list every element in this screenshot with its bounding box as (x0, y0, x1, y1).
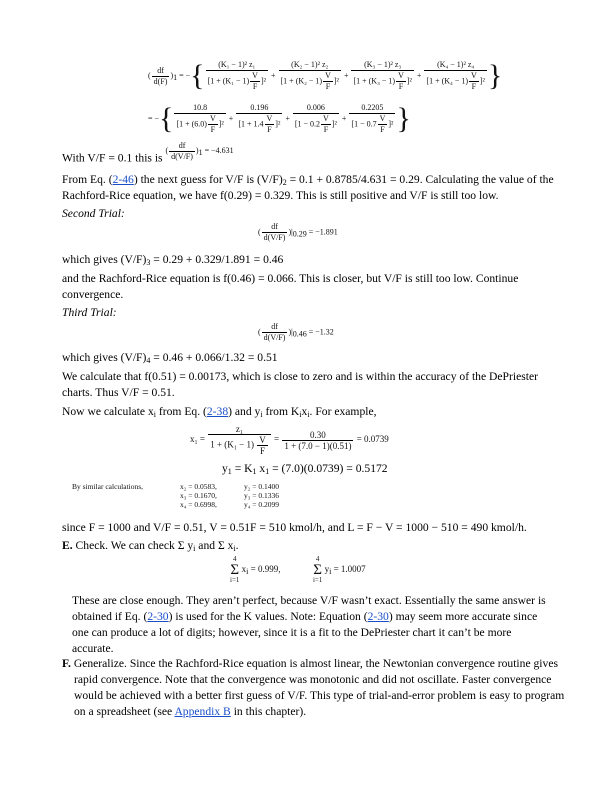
eq-link-2-46[interactable]: 2-46 (112, 173, 134, 186)
section-generalize: F. Generalize. Since the Rachford-Rice equation is almost linear, the Newtonian convergence routine gives rapid convergence. Note that the convergence was monotonic and did not oscillate. Faster convergence would be achieved with a better first guess of V/F. This type of trial-and-error problem is easy to program on a spreadsheet (see Appendix B in this chapter). (62, 657, 565, 718)
equation-lhs: ( $\frac{df}{d(F)}$ )$_1$ = − (148, 65, 191, 86)
equation-second-trial: ( $\frac{df}{d(V/F)}$ )$|_{0.29} = -1.891$ (258, 222, 338, 242)
equation-y1: $y_1 = K_1$ $x_1 = (7.0)(0.0739) = 0.5172$ (222, 462, 388, 476)
eq-link-2-30-a[interactable]: 2-30 (147, 610, 169, 623)
paragraph-calculate-x: Now we calculate $x_i$ from Eq. (2-38) and $y_i$ from $K_ix_i$. For example, (62, 405, 377, 419)
eq-term-1: (K₁ − 1)² z₁ [1 + (K₁ − 1) $\frac{V}{F}$ ]² (207, 60, 266, 91)
heading-third-trial: Third Trial: (62, 306, 117, 319)
eq-link-2-38[interactable]: 2-38 (206, 405, 229, 418)
eq-num-term-1: 10.8 [1 + (6.0) $\frac{V}{F}$ ]² (176, 103, 224, 134)
paragraph-since-f: since F = 1000 and V/F = 0.51, V = 0.51F = 510 kmol/h, and L = F − V = 1000 − 510 = 490 kmol/h. (62, 521, 527, 534)
section-check: E. Check. We can check Σ $y_i$ and Σ $x_i$. (62, 539, 239, 553)
paragraph-close-enough: These are close enough. They aren’t perfect, because V/F wasn’t exact. Essentially the same answer is obtained if Eq. (2-30) is used for the K values. Note: Equation (2-30) may seem more accurate since one can produce a lot of digits; however, since it is a fit to the DePriester chart it can’t be more accurate. (72, 594, 546, 655)
equation-derivative-numeric: = −{ 10.8 [1 + (6.0) $\frac{V}{F}$ ]² + 0.196 [1 + 1.4 $\frac{V}{F}$ ]² + 0.006 [1 − 0.2 $\frac{V}{F}$ ]² + 0.2205 [1 − 0.7 $\frac{V}{F}$ ]² } (148, 102, 411, 135)
eq-num-term-3: 0.006 [1 − 0.2 $\frac{V}{F}$ ]² (294, 103, 337, 134)
equation-derivative-general: ( $\frac{df}{d(F)}$ )$_1$ = −{ (K₁ − 1)² z₁ [1 + (K₁ − 1) $\frac{V}{F}$ ]² + (K₂ − 1)² z₂ [1 + (K₂ − 1) $\frac{V}{F}$ ]² + (K₃ − 1)² z₃ [1 + (K₃ − 1) $\frac{V}{F}$ ]² + (K₄ − 1)² z₄ [1 + (K₄ − 1) $\frac{V}{F}$ ]² } (148, 59, 503, 92)
paragraph-next-guess: From Eq. (2-46) the next guess for V/F is $(V/F)_2 = 0.1 + 0.8785/4.631 = 0.29$. Calculating the value of the Rachford-Rice equation, we have f(0.29) = 0.329. This is still positive and V/F is still too low. (62, 173, 554, 202)
equation-x1: x₁ = z₁ 1 + (K₁ − 1) $\frac{V}{F}$ = $\frac{0.30}{1 + (7.0 - 1)(0.51)}$ = 0.0739 (190, 424, 389, 456)
equation-sums: 4 Σ i=1 $x_i = 0.999$, 4 Σ i=1 $y_i = 1.0007$ (230, 555, 366, 584)
eq-num-term-4: 0.2205 [1 − 0.7 $\frac{V}{F}$ ]² (351, 103, 394, 134)
heading-second-trial: Second Trial: (62, 207, 125, 220)
equation-third-trial: ( $\frac{df}{d(V/F)}$ )$|_{0.46} = -1.32$ (258, 322, 334, 342)
eq-term-4: (K₄ − 1)² z₄ [1 + (K₄ − 1) $\frac{V}{F}$ ]² (426, 60, 485, 91)
line-with-vf: With V/F = 0.1 this is ( $\frac{df}{d(V/F)}$ )$_1 = -4.631$ (62, 141, 234, 165)
eq-term-2: (K₂ − 1)² z₂ [1 + (K₂ − 1) $\frac{V}{F}$ ]² (280, 60, 339, 91)
paragraph-third-trial: We calculate that f(0.51) = 0.00173, which is close to zero and is within the accuracy of the DePriester charts. Thus V/F = 0.51. (62, 370, 538, 399)
appendix-b-link[interactable]: Appendix B (174, 705, 231, 718)
eq-num-term-2: 0.196 [1 + 1.4 $\frac{V}{F}$ ]² (238, 103, 281, 134)
eq-link-2-30-b[interactable]: 2-30 (367, 610, 389, 623)
paragraph-second-trial: and the Rachford-Rice equation is f(0.46) = 0.066. This is closer, but V/F is still too low. Continue convergence. (62, 272, 519, 301)
page: ( $\frac{df}{d(F)}$ )$_1$ = −{ (K₁ − 1)² z₁ [1 + (K₁ − 1) $\frac{V}{F}$ ]² + (K₂ − 1)² z₂ [1 + (K₂ − 1) $\frac{V}{F}$ ]² + (K₃ − 1)² z₃ [1 + (K₃ − 1) $\frac{V}{F}$ ]² + (K₄ − 1)² z₄ [1 + (K₄ − 1) $\frac{V}{F}$ ]² } = −{ 10.8 [1 + (6.0) $\frac{V}{F}$ ]² + 0.196 [1 + 1.4 $\frac{V}{F}$ ]² + 0.006 [1 − 0.2 $\frac{V}{F}$ ]² + 0.2205 [1 − 0.7 $\frac{V}{F}$ ]² } With V/F = 0.1 this is ( $\frac{df}{d(V/F)}$ )$_1 = -4.631$ From Eq. (2-46) the next guess for V/F is $(V/F)_2 = 0.1 + 0.8785/4.631 = 0.29$. Calculating the value of the Rachford-Rice equation, we have f(0.29) = 0.329. This is still positive and V/F is still too low. Second Trial: ( $\frac{df}{d(V/F)}$ )$|_{0.29} = -1.891$ which gives $(V/F)_3 = 0.29 + 0.329/1.891 = 0.46$ and the Rachford-Rice equation is f(0.46) = 0.066. This is closer, but V/F is still too low. Continue convergence. Third Trial: ( $\frac{df}{d(V/F)}$ )$|_{0.46} = -1.32$ which gives $(V/F)_4 = 0.46 + 0.066/1.32 = 0.51$ We calculate that f(0.51) = 0.00173, which is close to zero and is within the accuracy of the DePriester charts. Thus V/F = 0.51. Now we calculate $x_i$ from Eq. (2-38) and $y_i$ from $K_ix_i$. For example, x₁ = z₁ 1 + (K₁ − 1) $\frac{V}{F}$ = $\frac{0.30}{1 + (7.0 - 1)(0.51)}$ = 0.0739 $y_1 = K_1$ $x_1 = (7.0)(0.0739) = 0.5172$ By similar calculations, x₂ = 0.0583, y₂ = 0.1400 x₃ = 0.1670, y₃ = 0.1336 x₄ = 0.6998, y₄ = 0.2099 since F = 1000 and V/F = 0.51, V = 0.51F = 510 kmol/h, and L = F − V = 1000 − 510 = 490 kmol/h. E. Check. We can check Σ $y_i$ and Σ $x_i$. 4 Σ i=1 $x_i = 0.999$, 4 Σ i=1 $y_i = 1.0007$ These are close enough. They aren’t perfect, because V/F wasn’t exact. Essentially the same answer is obtained if Eq. (2-30) is used for the K values. Note: Equation (2-30) may seem more accurate since one can produce a lot of digits; however, since it is a fit to the DePriester chart it can’t be more accurate. F. Generalize. Since the Rachford-Rice equation is almost linear, the Newtonian convergence routine gives rapid convergence. Note that the convergence was monotonic and did not oscillate. Faster convergence would be achieved with a better first guess of V/F. This type of trial-and-error problem is easy to program on a spreadsheet (see Appendix B in this chapter). (0, 0, 614, 800)
line-gives-vf4: which gives $(V/F)_4 = 0.46 + 0.066/1.32 = 0.51$ (62, 351, 278, 365)
line-gives-vf3: which gives $(V/F)_3 = 0.29 + 0.329/1.891 = 0.46$ (62, 253, 284, 267)
eq-term-3: (K₃ − 1)² z₃ [1 + (K₃ − 1) $\frac{V}{F}$ ]² (353, 60, 412, 91)
